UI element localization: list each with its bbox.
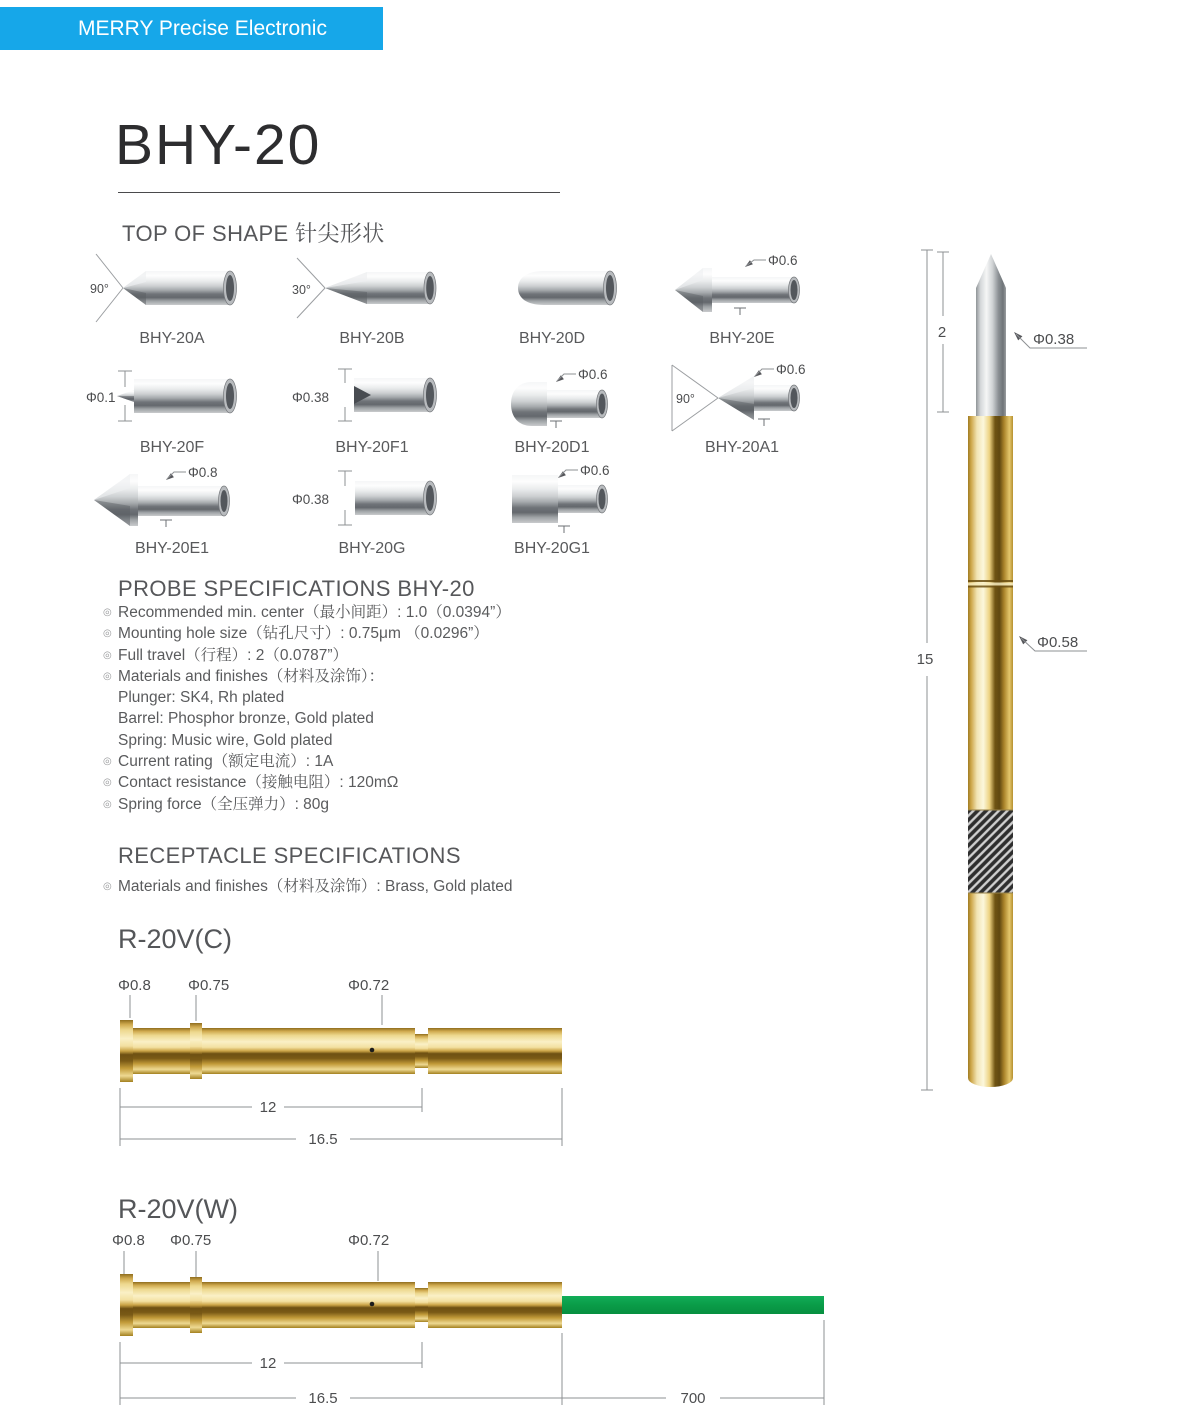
length-dim-label: 15 bbox=[916, 651, 934, 668]
tip-bhy-20a1 bbox=[642, 357, 842, 457]
r20vc-label: R-20V(C) bbox=[118, 924, 233, 954]
tip-label: BHY-20B bbox=[339, 330, 405, 347]
spec-text: Plunger: SK4, Rh plated bbox=[118, 689, 285, 707]
tip-label: BHY-20G1 bbox=[514, 540, 590, 557]
probe-side-view-drawing bbox=[895, 240, 1105, 1110]
dia-label: Φ0.72 bbox=[348, 977, 390, 994]
spec-item bbox=[103, 876, 663, 897]
tip-drawing-point-step-large bbox=[72, 458, 272, 534]
spec-item-continuation bbox=[103, 687, 663, 708]
dia-label: Φ0.6 bbox=[580, 463, 610, 478]
tip-drawing-cone-30 bbox=[272, 248, 472, 324]
spec-item bbox=[103, 645, 663, 666]
tip-drawing-cone-90-step bbox=[642, 357, 842, 433]
travel-dim-label: 2 bbox=[937, 324, 947, 341]
tip-drawing-flat bbox=[272, 458, 472, 534]
tip-label: BHY-20E1 bbox=[134, 540, 210, 557]
r20vw-label: R-20V(W) bbox=[118, 1194, 238, 1224]
tip-label: BHY-20G bbox=[338, 540, 406, 557]
dia-label: Φ0.6 bbox=[578, 367, 608, 382]
bullet-icon: ◎ bbox=[103, 881, 112, 892]
tip-label: BHY-20F bbox=[139, 439, 205, 456]
tip-drawing-small-point bbox=[72, 357, 272, 433]
brand-banner-text: MERRY Precise Electronic bbox=[78, 16, 327, 40]
tip-drawing-flat-step bbox=[452, 458, 652, 534]
tip-label: BHY-20A bbox=[139, 330, 205, 347]
bullet-icon: ◎ bbox=[103, 649, 112, 661]
dia-label: Φ0.6 bbox=[776, 362, 806, 377]
spec-item bbox=[103, 794, 663, 815]
dia-label: Φ0.75 bbox=[170, 1232, 212, 1249]
r20vw-drawing-wrap bbox=[110, 1225, 850, 1420]
spec-item bbox=[103, 666, 663, 687]
angle-label: 90° bbox=[90, 282, 109, 296]
tip-bhy-20g1 bbox=[452, 458, 652, 558]
tip-label: BHY-20F1 bbox=[335, 439, 409, 456]
tip-bhy-20e1 bbox=[72, 458, 272, 558]
spec-item bbox=[103, 623, 663, 644]
len-label: 700 bbox=[680, 1390, 706, 1407]
title-underline bbox=[118, 192, 560, 193]
spec-text: Recommended min. center（最小间距）: 1.0（0.0394”） bbox=[118, 604, 511, 621]
receptacle-specs-heading: RECEPTACLE SPECIFICATIONS bbox=[118, 843, 461, 868]
spec-text: Materials and finishes（材料及涂饰）: Brass, Gold plated bbox=[118, 878, 513, 895]
plunger-dia-label: Φ0.38 bbox=[1033, 331, 1075, 348]
tip-bhy-20e bbox=[642, 248, 842, 348]
page-title: BHY-20 bbox=[115, 113, 322, 177]
probe-side-view bbox=[895, 240, 1105, 1115]
spec-item-continuation bbox=[103, 708, 663, 729]
brand-banner bbox=[0, 7, 383, 50]
tip-drawing-point-step bbox=[642, 248, 842, 324]
indent-spacer bbox=[103, 730, 118, 751]
tip-bhy-20b bbox=[272, 248, 472, 348]
dia-label: Φ0.38 bbox=[292, 492, 330, 507]
bullet-icon: ◎ bbox=[103, 607, 112, 618]
spec-text: Full travel（行程）: 2（0.0787”） bbox=[118, 646, 348, 664]
len-label: 12 bbox=[259, 1355, 277, 1372]
probe-specs-heading: PROBE SPECIFICATIONS BHY-20 bbox=[118, 576, 475, 601]
tip-label: BHY-20D bbox=[518, 330, 586, 347]
spec-item bbox=[103, 602, 663, 623]
tip-label: BHY-20E bbox=[709, 330, 775, 347]
bullet-icon: ◎ bbox=[103, 777, 112, 789]
spec-text: Mounting hole size（钻孔尺寸）: 0.75μm （0.0296”） bbox=[118, 625, 489, 643]
r20vw-drawing bbox=[110, 1225, 850, 1415]
spec-text: Current rating（额定电流）: 1A bbox=[118, 753, 334, 771]
tip-drawing-chisel bbox=[272, 357, 472, 433]
spec-item bbox=[103, 772, 663, 793]
tip-label: BHY-20A1 bbox=[704, 439, 780, 456]
dia-label: Φ0.8 bbox=[112, 1232, 145, 1249]
dia-label: Φ0.1 bbox=[86, 390, 116, 405]
tip-bhy-20d1 bbox=[452, 357, 652, 457]
len-label: 16.5 bbox=[308, 1131, 338, 1148]
dia-label: Φ0.38 bbox=[292, 390, 330, 405]
angle-label: 30° bbox=[292, 283, 311, 297]
bullet-icon: ◎ bbox=[103, 756, 112, 768]
spec-item bbox=[103, 751, 663, 772]
dia-label: Φ0.8 bbox=[188, 465, 218, 480]
spec-text: Spring: Music wire, Gold plated bbox=[118, 731, 333, 749]
bullet-icon: ◎ bbox=[103, 628, 112, 640]
tip-drawing-dome-step bbox=[452, 357, 652, 433]
len-label: 12 bbox=[259, 1099, 277, 1116]
indent-spacer bbox=[103, 708, 118, 729]
dia-label: Φ0.6 bbox=[768, 253, 798, 268]
receptacle-specs-list bbox=[103, 876, 663, 897]
r20vc-drawing bbox=[110, 960, 590, 1155]
tip-drawing-dome bbox=[452, 248, 652, 324]
probe-specs-list bbox=[103, 602, 663, 815]
tip-bhy-20a bbox=[72, 248, 272, 348]
tip-label: BHY-20D1 bbox=[514, 439, 590, 456]
spec-text: Materials and finishes（材料及涂饰）： bbox=[118, 667, 385, 685]
angle-label: 90° bbox=[676, 392, 695, 406]
wire bbox=[562, 1296, 824, 1314]
tip-drawing-cone-90 bbox=[72, 248, 272, 324]
tip-bhy-20d bbox=[452, 248, 652, 348]
barrel-dia-label: Φ0.58 bbox=[1037, 634, 1079, 651]
spec-text: Spring force（全压弹力）: 80g bbox=[118, 795, 330, 813]
dia-label: Φ0.8 bbox=[118, 977, 151, 994]
spec-text: Barrel: Phosphor bronze, Gold plated bbox=[118, 710, 374, 728]
spec-text: Contact resistance（接触电阻）: 120mΩ bbox=[118, 774, 399, 792]
tip-bhy-20g bbox=[272, 458, 472, 558]
top-of-shape-heading: TOP OF SHAPE 针尖形状 bbox=[122, 221, 385, 246]
indent-spacer bbox=[103, 687, 118, 708]
r20vc-drawing-wrap bbox=[110, 960, 590, 1160]
dia-label: Φ0.72 bbox=[348, 1232, 390, 1249]
tip-bhy-20f bbox=[72, 357, 272, 457]
bullet-icon: ◎ bbox=[103, 670, 112, 682]
dia-label: Φ0.75 bbox=[188, 977, 230, 994]
tip-bhy-20f1 bbox=[272, 357, 472, 457]
bullet-icon: ◎ bbox=[103, 798, 112, 810]
len-label: 16.5 bbox=[308, 1390, 338, 1407]
spec-item-continuation bbox=[103, 730, 663, 751]
